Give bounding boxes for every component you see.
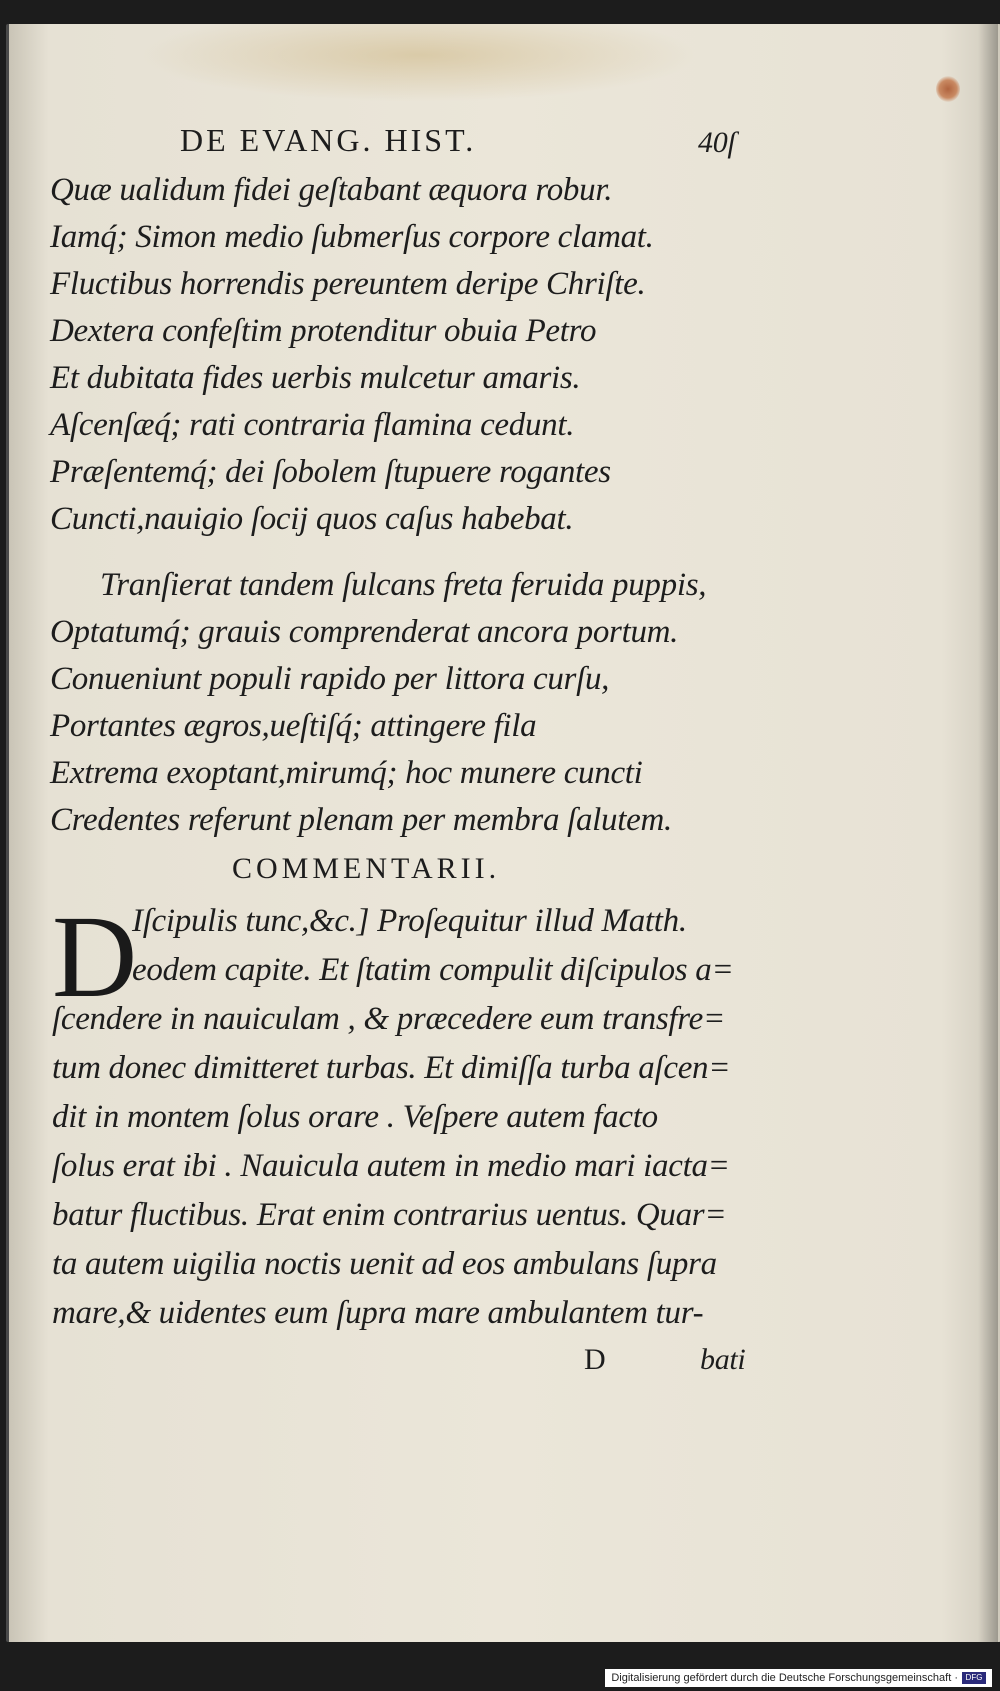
drop-capital: D	[52, 891, 137, 1022]
signature-mark: D	[584, 1343, 606, 1376]
verse-line: Dextera confeſtim protenditur obuia Petro	[50, 313, 597, 349]
verse-line: Præſentemq́; dei ſobolem ſtupuere rogantes	[50, 454, 611, 490]
commentary-line: ſcendere in nauiculam , & præcedere eum transfre=	[52, 1001, 725, 1037]
verse-line: Cuncti,nauigio ſocij quos caſus habebat.	[50, 501, 574, 537]
commentary-line: batur fluctibus. Erat enim contrarius uentus. Quar=	[52, 1197, 727, 1233]
commentary-line: ta autem uigilia noctis uenit ad eos ambulans ſupra	[52, 1246, 717, 1282]
verse-line: Aſcenſæq́; rati contraria flamina cedunt.	[50, 407, 575, 443]
foxing-spot	[936, 76, 960, 102]
commentary-line: dit in montem ſolus orare . Veſpere autem facto	[52, 1099, 658, 1135]
catchword: bati	[700, 1343, 746, 1376]
verse-line: Quæ ualidum fidei geſtabant æquora robur.	[50, 172, 613, 208]
digitization-credit	[605, 1669, 992, 1687]
page-edge-shadow	[978, 24, 998, 1642]
section-title: COMMENTARII.	[232, 852, 501, 885]
verse-line: Fluctibus horrendis pereuntem deripe Chriſte.	[50, 266, 646, 302]
commentary-line: tum donec dimitteret turbas. Et dimiſſa turba aſcen=	[52, 1050, 731, 1086]
verse-line: Credentes referunt plenam per membra ſalutem.	[50, 802, 672, 838]
verse-line: Conueniunt populi rapido per littora curſu,	[50, 661, 610, 697]
commentary-line: Iſcipulis tunc,&c.] Proſequitur illud Matth.	[132, 903, 687, 939]
dfg-logo: DFG	[962, 1672, 986, 1684]
verse-line: Extrema exoptant,mirumq́; hoc munere cuncti	[50, 755, 643, 791]
verse-line: Tranſierat tandem ſulcans freta feruida puppis,	[100, 567, 707, 603]
verse-line: Portantes ægros,ueſtiſq́; attingere fila	[50, 708, 537, 744]
commentary-line: mare,& uidentes eum ſupra mare ambulantem tur-	[52, 1295, 704, 1331]
folio-number: 40ſ	[698, 126, 736, 159]
verse-line: Et dubitata fides uerbis mulcetur amaris.	[50, 360, 581, 396]
verse-line: Iamq́; Simon medio ſubmerſus corpore clamat.	[50, 219, 654, 255]
running-head: DE EVANG. HIST.	[180, 122, 477, 158]
credit-text: Digitalisierung gefördert durch die Deutsche Forschungsgemeinschaft ·	[611, 1672, 958, 1684]
commentary-line: ſolus erat ibi . Nauicula autem in medio mari iacta=	[52, 1148, 730, 1184]
commentary-line: eodem capite. Et ſtatim compulit diſcipulos a=	[132, 952, 734, 988]
verse-line: Optatumq́; grauis comprenderat ancora portum.	[50, 614, 679, 650]
water-stain	[139, 24, 699, 102]
